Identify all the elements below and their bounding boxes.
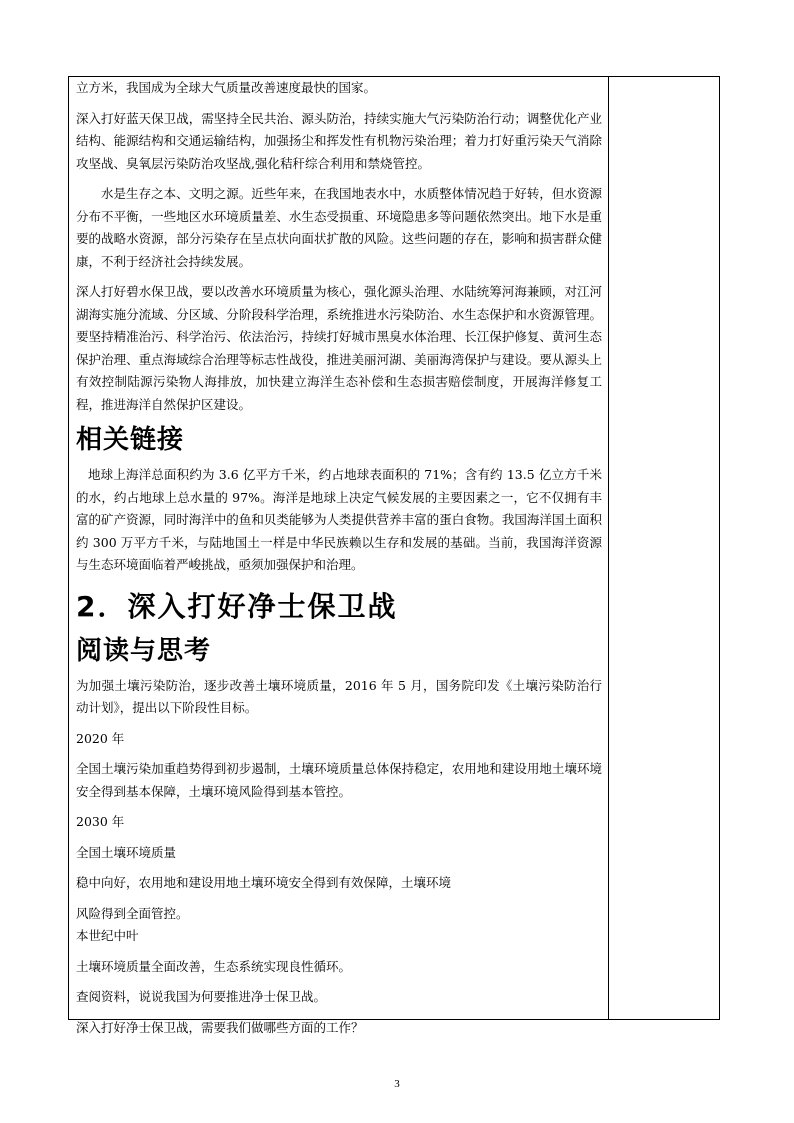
goal-2020-text: 全国土壤污染加重趋势得到初步遏制，土壤环境质量总体保持稳定，农用地和建设用地土壤环境安全得到基本保障，土壤环境风险得到基本管控。 bbox=[76, 761, 602, 799]
heading-related-links: 相关链接 bbox=[76, 425, 185, 455]
goal-2030-line-2: 风险得到全面管控。 bbox=[76, 905, 189, 921]
main-content-cell bbox=[76, 76, 602, 1039]
heading-section-2: 2．深入打好净士保卫战 bbox=[76, 589, 398, 623]
mid-century-label: 本世纪中叶 bbox=[76, 928, 139, 943]
paragraph-ocean-facts: 地球上海洋总面积约为 3.6 亿平方千米，约占地球表面积的 71%；含有约 13.5 亿立方千米的水，约占地球上总水量的 97%。海洋是地球上决定气候发展的主要因素之一，它不仅拥有丰富的矿产资源，同时海洋中的鱼和贝类能够为人类提供营养丰富的蛋白食物。我国海洋国土面积约 300 万平方千米，与陆地国土一样是中华民族赖以生存和发展的基础。当前，我国海洋资源与生态环境面临着严峻挑战，亟须加强保护和治理。 bbox=[76, 467, 602, 572]
year-2030-label: 2030 年 bbox=[76, 814, 125, 829]
goal-mid-century-text: 土壤环境质量全面改善，生态系统实现良性循环。 bbox=[76, 958, 352, 974]
paragraph-air-quality-end: 立方米，我国成为全球大气质量改善速度最快的国家。 bbox=[76, 80, 377, 95]
heading-read-and-think: 阅读与思考 bbox=[76, 635, 212, 666]
page-number: 3 bbox=[394, 1078, 400, 1090]
table-column-divider bbox=[608, 76, 609, 1020]
paragraph-water-source: 水是生存之本、文明之源。近些年来，在我国地表水中，水质整体情况趋于好转，但水资源分布不平衡，一些地区水环境质量差、水生态受损重、环境隐患多等问题依然突出。地下水是重要的战略水资源，部分污染存在呈点状向面状扩散的风险。这些问题的存在，影响和损害群众健康，不利于经济社会持续发展。 bbox=[76, 186, 602, 269]
goal-2030-line-1: 稳中向好，农用地和建设用地土壤环境安全得到有效保障，土壤环境 bbox=[76, 875, 452, 890]
year-2020-label: 2020 年 bbox=[76, 730, 125, 746]
paragraph-blue-sky: 深入打好蓝天保卫战，需坚持全民共治、源头防治，持续实施大气污染防治行动；调整优化产业结构、能源结构和交通运输结构，加强扬尘和挥发性有机物污染治理；着力打好重污染天气消除攻坚战、臭氧层污染防治攻坚战,强化秸秆综合利用和禁烧管控。 bbox=[76, 110, 602, 171]
question-1: 查阅资料，说说我国为何要推进净士保卫战。 bbox=[76, 989, 327, 1004]
paragraph-soil-plan: 为加强土壤污染防治，逐步改善土壤环境质量，2016 年 5 月，国务院印发《土壤污染防治行动计划》，提出以下阶段性目标。 bbox=[76, 677, 602, 715]
question-2: 深入打好净士保卫战，需要我们做哪些方面的工作？ bbox=[76, 1019, 364, 1035]
paragraph-clear-water: 深人打好碧水保卫战，要以改善水环境质量为核心，强化源头治理、水陆统筹河海兼顾，对江河湖海实施分流域、分区域、分阶段科学治理，系统推进水污染防治、水生态保护和水资源管理。要坚持精准治污、科学治污、依法治污，持续打好城市黑臭水体治理、长江保护修复、黄河生态保护治理、重点海域综合治理等标志性战役，推进美丽河湖、美丽海湾保护与建设。要从源头上有效控制陆源污染物人海排放，加快建立海洋生态补偿和生态损害赔偿制度，开展海洋修复工程，推进海洋自然保护区建设。 bbox=[76, 284, 602, 412]
goal-2030-title: 全国土壤环境质量 bbox=[76, 844, 177, 860]
